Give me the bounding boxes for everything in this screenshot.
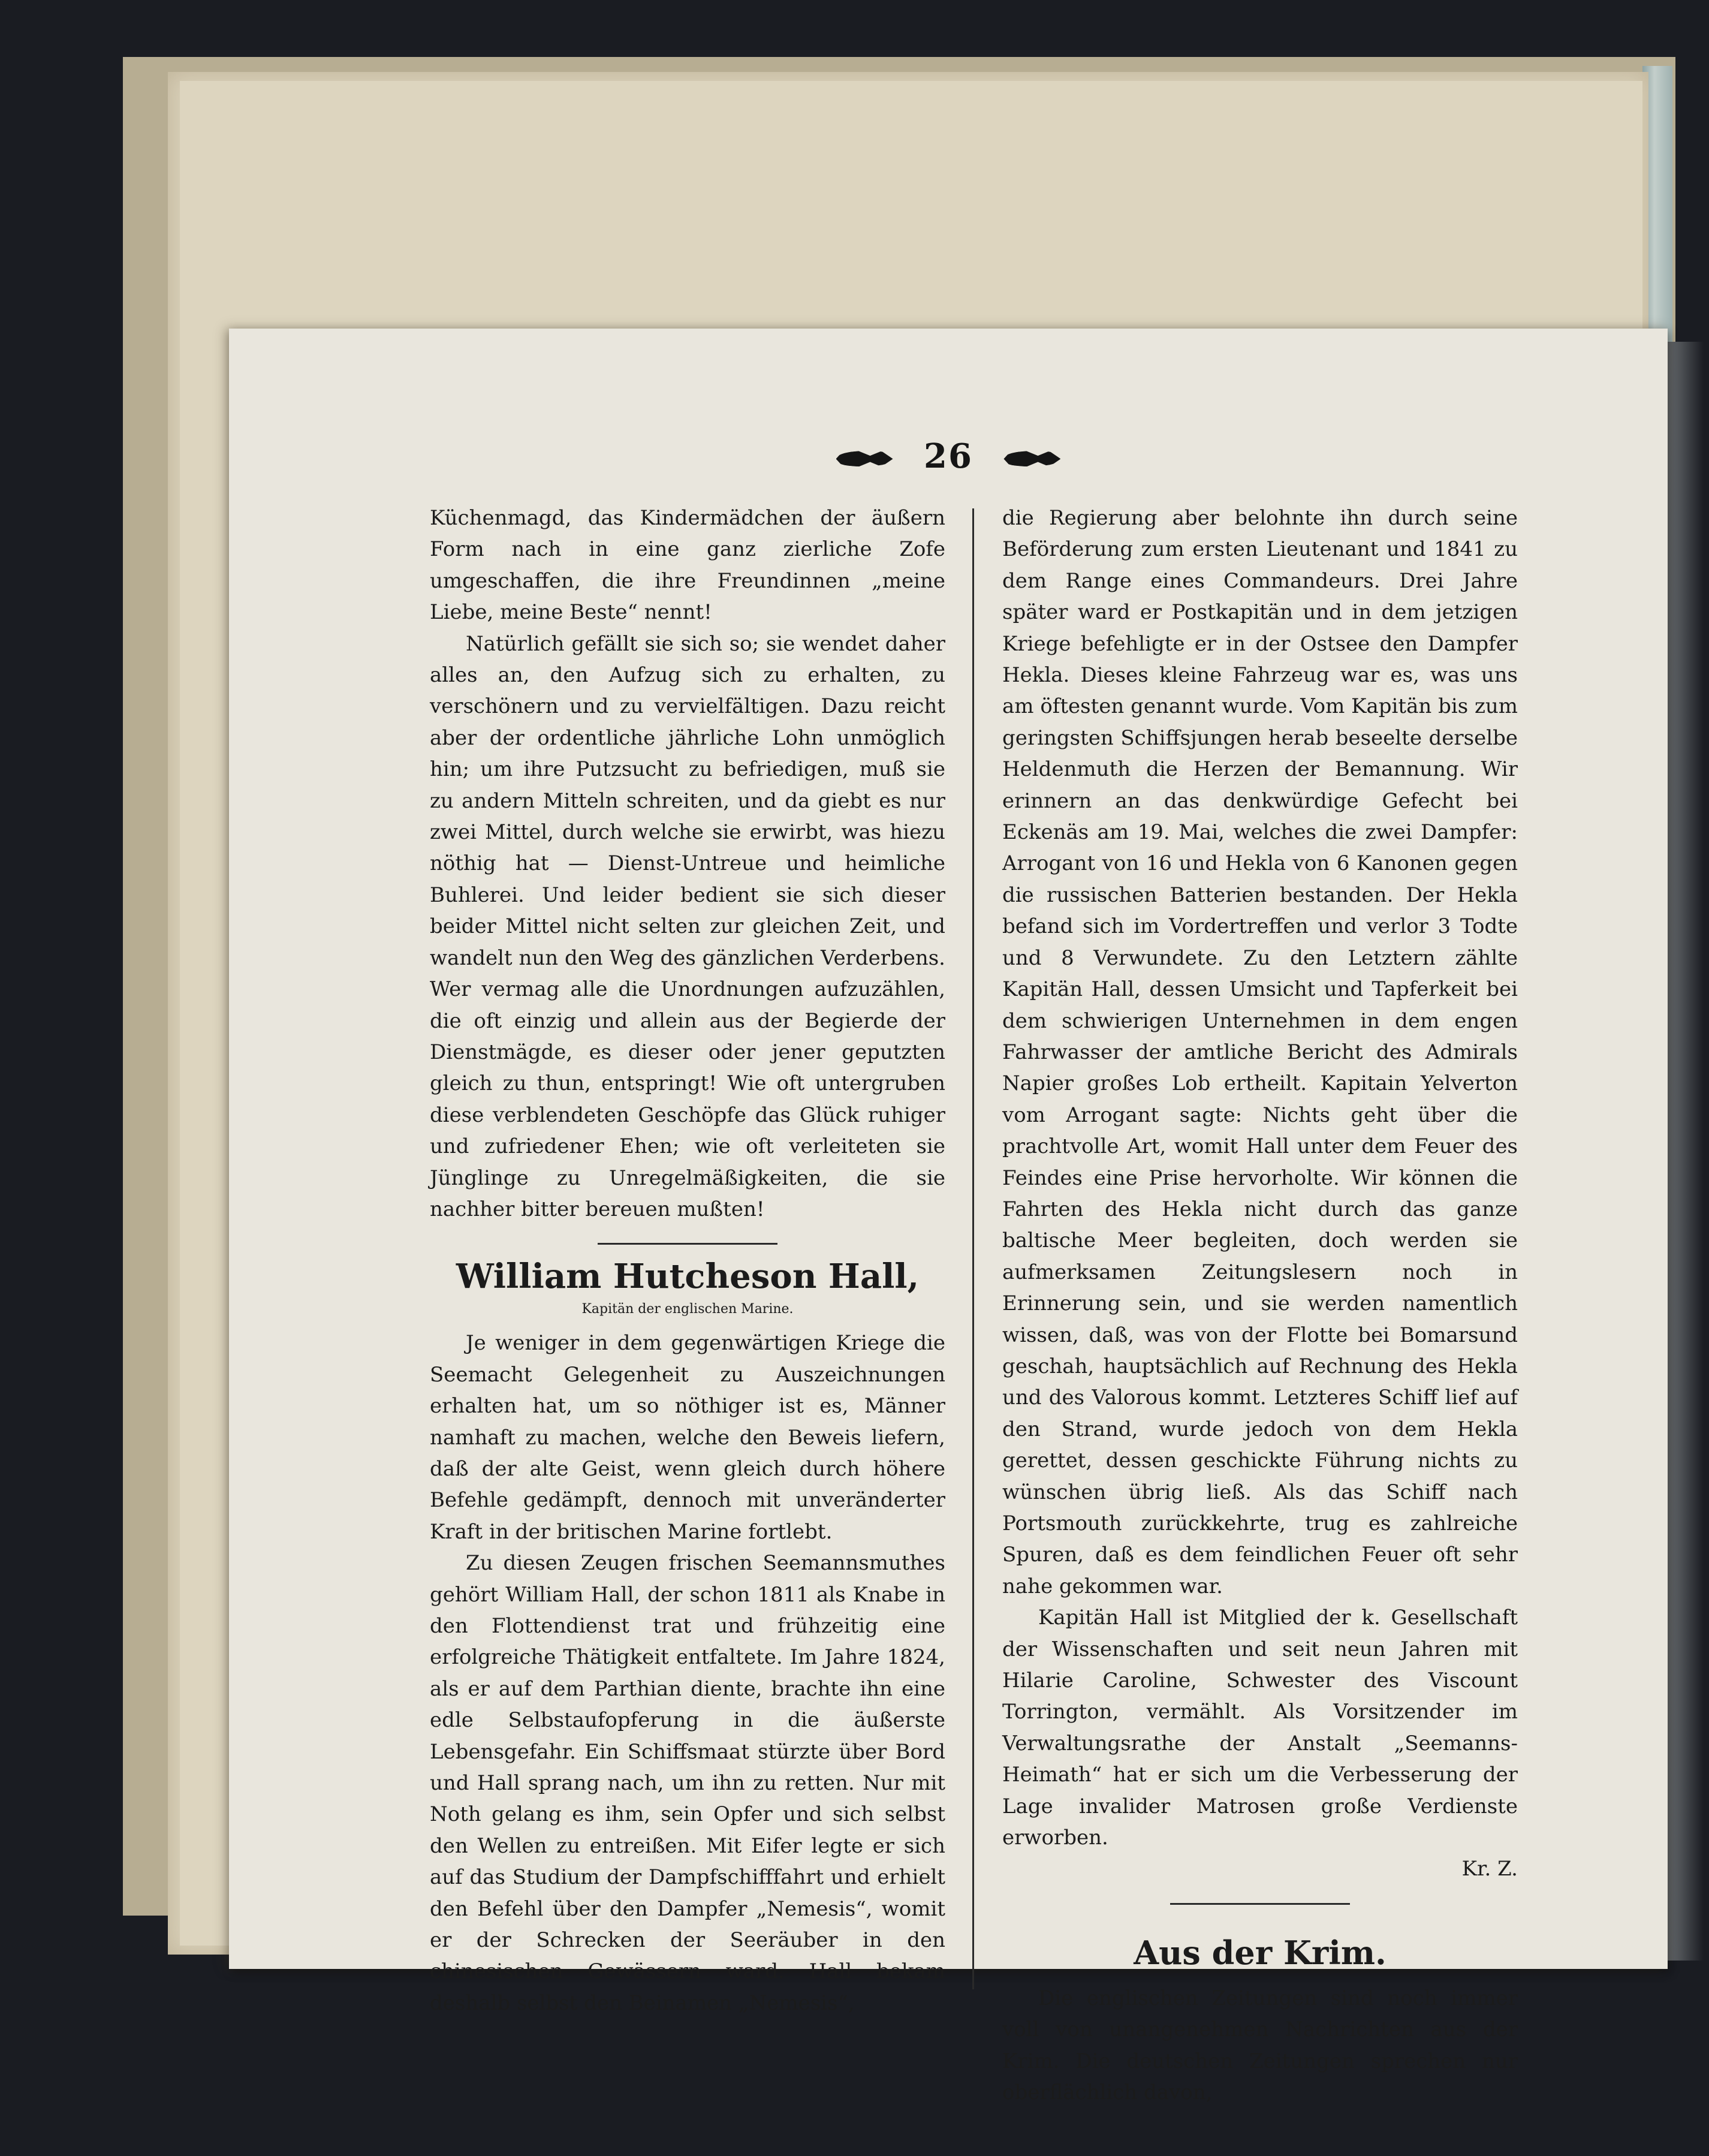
- paragraph: Küchenmagd, das Kindermädchen der äußern Form nach in eine ganz zierliche Zofe umgeschaffen, die ihre Freundinnen „meine Liebe, meine Beste“ nennt!: [430, 506, 945, 625]
- paragraph: Zu diesen Zeugen frischen Seemannsmuthes gehört William Hall, der schon 1811 als Knabe in den Flottendienst trat und frühzeitig eine erfolgreiche Thätigkeit entfaltete. Im Jahre 1824, als er auf dem Parthian diente, brachte ihn eine edle Selbstaufopferung in die äußerste Lebensgefahr. Ein Schiffsmaat stürzte über Bord und Hall sprang nach, um ihn zu retten. Nur mit Noth gelang es ihm, sein Opfer und sich selbst den Wellen zu entreißen. Mit Eifer legte er sich auf das Studium der Dampfschifffahrt und erhielt den Befehl über den Dampfer „Nemesis“, womit er der Schrecken der Seeräuber in den chinesischen Gewässern ward. Hall bekam deshalb selbst den Beinamen „Nemesis“,: [430, 1551, 945, 2015]
- ornament-left-icon: [836, 451, 893, 466]
- page-shadow: [1668, 342, 1704, 1961]
- paragraph: Die englischen Zeitungen sind noch immer voll von unangenehmen Nachrichten aus der Krim. Die deutschen Zeitungen sprechen nur oberflächlich davon,: [1002, 1986, 1518, 2105]
- page-header: [229, 436, 1668, 476]
- left-column: [430, 502, 945, 2019]
- paragraph: Natürlich gefällt sie sich so; sie wendet daher alles an, den Aufzug sich zu erhalten, zu verschönern und zu vervielfältigen. Dazu reicht aber der ordentliche jährliche Lohn unmöglich hin; um ihre Putzsucht zu befriedigen, muß sie zu andern Mitteln schreiten, und da giebt es nur zwei Mittel, durch welche sie erwirbt, was hiezu nöthig hat — Dienst-Untreue und heimliche Buhlerei. Und leider bedient sie sich dieser beider Mittel nicht selten zur gleichen Zeit, und wandelt nun den Weg des gänzlichen Verderbens. Wer vermag alle die Unordnungen aufzuzählen, die oft einzig und allein aus der Begierde der Dienstmägde, es dieser oder jener geputzten gleich zu thun, entspringt! Wie oft untergruben diese verblendeten Geschöpfe das Glück ruhiger und zufriedener Ehen; wie oft verleiteten sie Jünglinge zu Unregelmäßigkeiten, die sie nachher bitter bereuen mußten!: [430, 631, 945, 1221]
- article-title: William Hutcheson Hall,: [456, 1257, 920, 1297]
- paragraph: Kapitän Hall ist Mitglied der k. Gesellschaft der Wissenschaften und seit neun Jahren mit Hilarie Caroline, Schwester des Viscount Torrington, vermählt. Als Vorsitzender im Verwaltungsrathe der Anstalt „Seemanns-Heimath“ hat er sich um die Verbesserung der Lage invalider Matrosen große Verdienste erworben.: [1002, 1606, 1518, 1850]
- page-number: 26: [924, 436, 973, 476]
- signature: Kr. Z.: [1461, 1857, 1518, 1881]
- section-heading: Aus der Krim.: [1134, 1933, 1387, 1972]
- column-divider: [972, 508, 974, 1989]
- article-subtitle: Kapitän der englischen Marine.: [581, 1302, 794, 1317]
- paragraph: Je weniger in dem gegenwärtigen Kriege die Seemacht Gelegenheit zu Auszeichnungen erhalten hat, um so nöthiger ist es, Männer namhaft zu machen, welche den Beweis liefern, daß der alte Geist, wenn gleich durch höhere Befehle gedämpft, dennoch mit unveränderter Kraft in der britischen Marine fortlebt.: [430, 1331, 945, 1544]
- paragraph: die Regierung aber belohnte ihn durch seine Beförderung zum ersten Lieutenant und 1841 zu dem Range eines Commandeurs. Drei Jahre später ward er Postkapitän und in dem jetzigen Kriege befehligte er in der Ostsee den Dampfer Hekla. Dieses kleine Fahrzeug war es, was uns am öftesten genannt wurde. Vom Kapitän bis zum geringsten Schiffsjungen herab beseelte derselbe Heldenmuth die Herzen der Bemannung. Wir erinnern an das denkwürdige Gefecht bei Eckenäs am 19. Mai, welches die zwei Dampfer: Arrogant von 16 und Hekla von 6 Kanonen gegen die russischen Batterien bestanden. Der Hekla befand sich im Vordertreffen und verlor 3 Todte und 8 Verwundete. Zu den Letztern zählte Kapitän Hall, dessen Umsicht und Tapferkeit bei dem schwierigen Unternehmen in dem engen Fahrwasser der amtliche Bericht des Admirals Napier großes Lob ertheilt. Kapitain Yelverton vom Arrogant sagte: Nichts geht über die prachtvolle Art, womit Hall unter dem Feuer des Feindes eine Prise hervorholte. Wir können die Fahrten des Hekla nicht durch das ganze baltische Meer begleiten, doch werden sie aufmerksamen Zeitungslesern noch in Erinnerung sein, und sie werden namentlich wissen, daß, was von der Flotte bei Bomarsund geschah, hauptsächlich auf Rechnung des Hekla und des Valorous kommt. Letzteres Schiff lief auf den Strand, wurde jedoch von dem Hekla gerettet, dessen geschickte Führung nichts zu wünschen übrig ließ. Als das Schiff nach Portsmouth zurückkehrte, trug es zahlreiche Spuren, daß es dem feindlichen Feuer oft sehr nahe gekommen war.: [1002, 506, 1518, 1598]
- section-rule: [598, 1243, 777, 1245]
- right-column: [1002, 502, 1518, 2109]
- ornament-right-icon: [1003, 451, 1060, 466]
- section-rule: [1170, 1903, 1350, 1905]
- newspaper-page: [229, 329, 1668, 2105]
